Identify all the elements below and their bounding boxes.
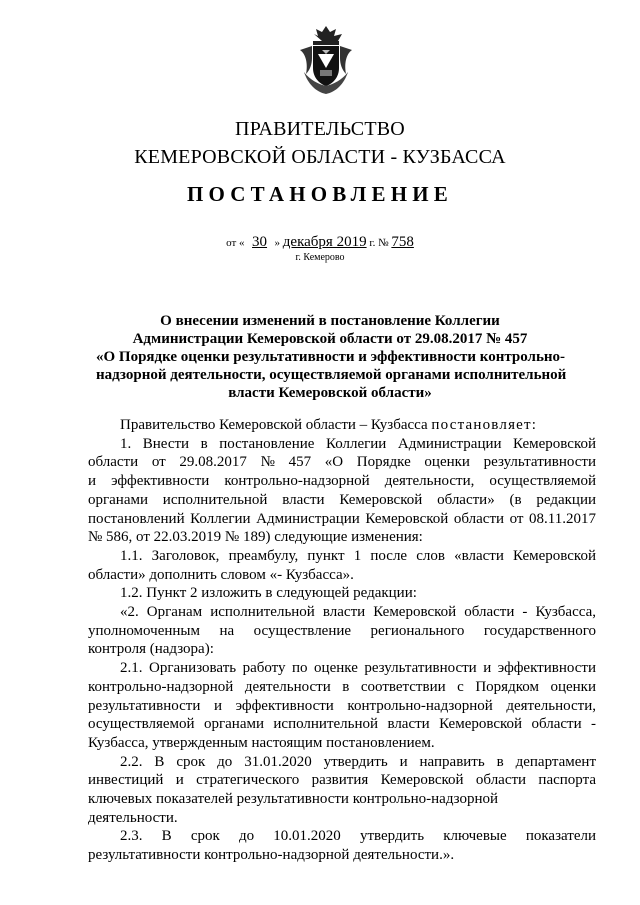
body-line: 2.1. Организовать работу по оценке результативности и эффективности bbox=[120, 660, 596, 677]
title-line: власти Кемеровской области» bbox=[228, 385, 432, 401]
body-line: органами исполнительной власти Кемеровской области» (в редакции bbox=[88, 491, 596, 508]
body-line: и эффективности контрольно-надзорной деятельности, осуществляемой bbox=[88, 473, 596, 490]
body-line: «2. Органам исполнительной власти Кемеровской области - Кузбасса, bbox=[120, 604, 596, 621]
body-line bbox=[88, 416, 596, 435]
date-quote-close: » bbox=[274, 237, 281, 249]
preamble-text: Правительство Кемеровской области – Кузбасса bbox=[120, 417, 428, 433]
title-line: Администрации Кемеровской области от 29.08.2017 № 457 bbox=[132, 331, 528, 347]
body-line: Кузбасса, утвержденным настоящим постановлением. bbox=[88, 734, 435, 751]
title-line: О внесении изменений в постановление Коллегии bbox=[160, 313, 500, 329]
body-line: инвестиций и стратегического развития Кемеровской области паспорта bbox=[88, 772, 596, 789]
body-line: 1.1. Заголовок, преамбулу, пункт 1 после слов «власти Кемеровской bbox=[120, 547, 596, 564]
body-line: уполномоченным на осуществление регионального государственного bbox=[88, 622, 596, 639]
government-name-line2: КЕМЕРОВСКОЙ ОБЛАСТИ - КУЗБАССА bbox=[134, 146, 506, 168]
body-line: контроля (надзора): bbox=[88, 641, 214, 658]
body-line: ключевых показателей результативности контрольно-надзорной bbox=[88, 791, 499, 808]
document-number: 758 bbox=[391, 234, 414, 250]
body-line: области от 29.08.2017 № 457 «О Порядке оценки результативности bbox=[88, 454, 596, 471]
body-line: результативности контрольно-надзорной деятельности.». bbox=[88, 847, 455, 864]
body-line: результативности и эффективности контрольно-надзорной деятельности, bbox=[88, 697, 596, 714]
document-date-line bbox=[0, 234, 640, 251]
document-body bbox=[88, 416, 596, 865]
body-line: области» дополнить словом «- Кузбасса». bbox=[88, 566, 354, 583]
body-line: 1. Внести в постановление Коллегии Администрации Кемеровской bbox=[120, 435, 596, 452]
document-title bbox=[96, 312, 567, 402]
title-line: «О Порядке оценки результативности и эффективности контрольно- bbox=[96, 349, 566, 365]
number-sign: № bbox=[378, 237, 389, 249]
body-line: № 586, от 22.03.2019 № 189) следующие изменения: bbox=[88, 529, 423, 546]
body-line: контрольно-надзорной деятельности в соответствии с Порядком оценки bbox=[88, 678, 596, 695]
body-line: деятельности. bbox=[88, 809, 178, 826]
date-month-year: декабря 2019 bbox=[282, 234, 367, 250]
body-line: 2.3. В срок до 10.01.2020 утвердить ключевые показатели bbox=[120, 828, 596, 845]
preamble-verb: постановляет: bbox=[431, 417, 538, 433]
date-day: 30 bbox=[252, 234, 268, 250]
body-line: 1.2. Пункт 2 изложить в следующей редакции: bbox=[120, 585, 417, 602]
body-line: 2.2. В срок до 31.01.2020 утвердить и направить в департамент bbox=[120, 753, 596, 770]
document-type-heading: ПОСТАНОВЛЕНИЕ bbox=[186, 182, 454, 206]
coat-of-arms-emblem bbox=[296, 24, 356, 96]
government-name-line1: ПРАВИТЕЛЬСТВО bbox=[235, 118, 405, 140]
body-line: осуществляемой органами исполнительной власти Кемеровской области - bbox=[88, 716, 596, 733]
title-line: надзорной деятельности, осуществляемой органами исполнительной bbox=[96, 367, 567, 383]
body-line: постановлений Коллегии Администрации Кемеровской области от 08.11.2017 bbox=[88, 510, 596, 527]
date-from-prefix: от « bbox=[226, 237, 245, 249]
document-city: г. Кемерово bbox=[295, 252, 345, 263]
date-year-suffix: г. bbox=[369, 237, 376, 249]
